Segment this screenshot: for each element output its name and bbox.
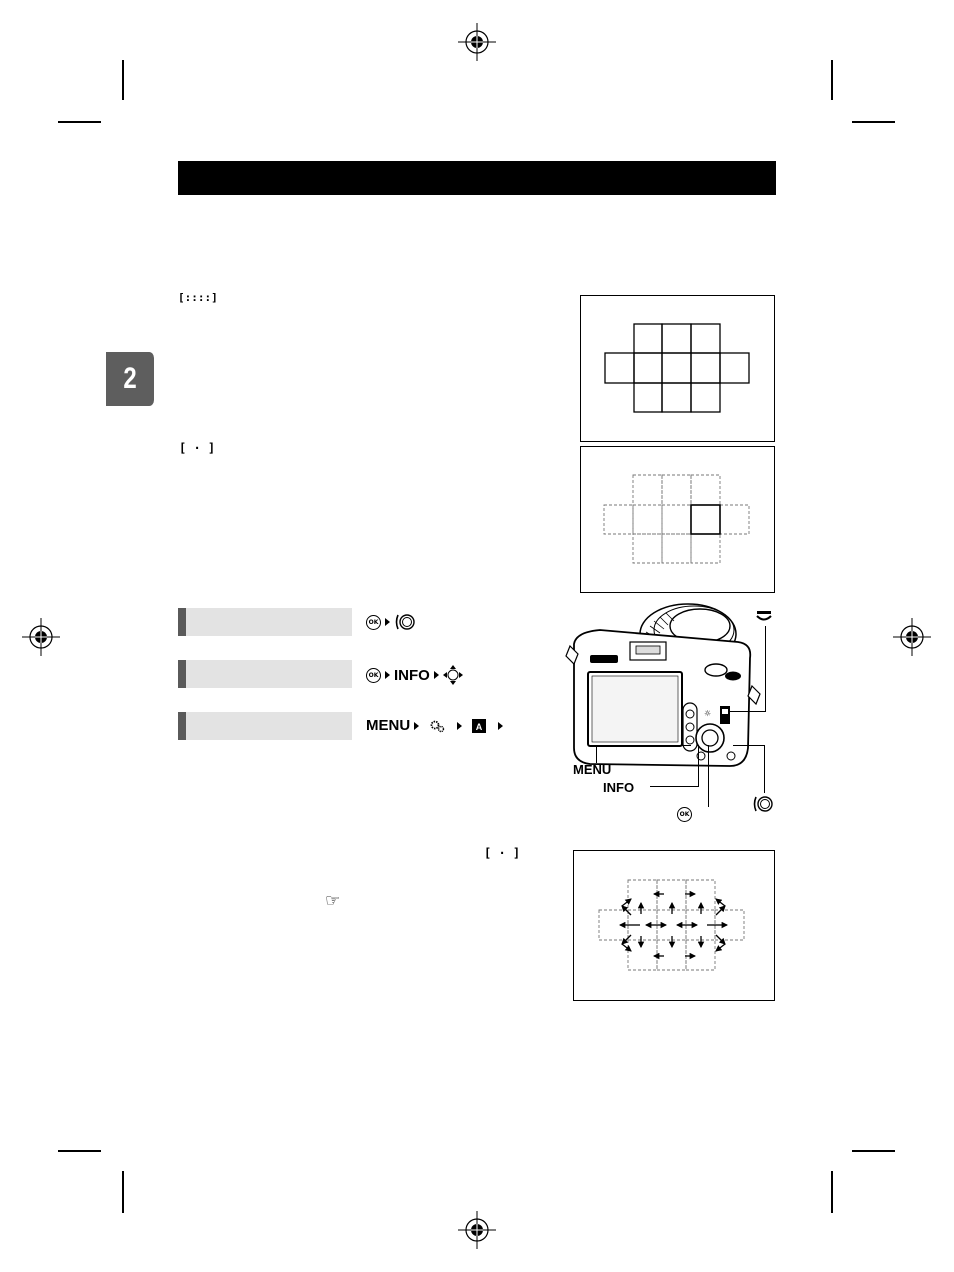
step-row-2: [178, 660, 352, 688]
all-target-mode-icon: [::::]: [178, 291, 218, 304]
crop-mark: [831, 1171, 833, 1213]
single-target-figure: [580, 446, 775, 593]
camera-label-info: INFO: [603, 780, 635, 795]
crop-mark: [831, 60, 833, 100]
af-menu-icon: [472, 719, 488, 733]
crop-mark: [852, 1150, 895, 1152]
sequence-3: [366, 717, 503, 734]
single-target-mode-icon: [ · ]: [179, 441, 216, 455]
leader-line: [765, 626, 766, 712]
svg-text:☼: ☼: [704, 709, 712, 718]
menu-button-label: MENU: [366, 717, 411, 734]
info-button-label: INFO: [394, 666, 430, 684]
arrow-right-icon: [385, 671, 390, 679]
registration-mark-icon: [22, 618, 60, 656]
sequence-1: [366, 613, 416, 631]
registration-mark-icon: [893, 618, 931, 656]
camera-label-ok-icon: OK: [677, 807, 692, 822]
custom-menu-gear-icon: [429, 719, 447, 733]
step-row-3: [178, 712, 352, 740]
single-target-mode-icon-footnote: [ · ]: [484, 846, 521, 860]
leader-line: [698, 745, 699, 787]
arrow-right-icon: [457, 722, 462, 730]
arrow-right-icon: [385, 618, 390, 626]
leader-line: [733, 745, 765, 746]
reference-icon: ☞: [325, 891, 341, 911]
crop-mark: [58, 1150, 101, 1152]
chapter-tab: [106, 352, 154, 406]
crop-mark: [122, 1171, 124, 1213]
arrow-right-icon: [434, 671, 439, 679]
leader-line: [650, 786, 698, 787]
selected-target: [691, 505, 720, 534]
lever-icon: [755, 610, 773, 624]
leader-line: [764, 745, 765, 793]
chapter-number: 2: [123, 362, 137, 395]
af-target-grid-single: [581, 447, 774, 592]
arrow-right-icon: [414, 722, 419, 730]
camera-illustration: [560, 598, 780, 776]
arrow-pad-icon: [443, 665, 463, 685]
registration-mark-icon: [458, 1211, 496, 1249]
crop-mark: [58, 121, 101, 123]
crop-mark: [852, 121, 895, 123]
ok-button-icon: OK: [366, 668, 381, 683]
leader-line: [596, 745, 691, 746]
step-row-1: [178, 608, 352, 636]
arrow-right-icon: [498, 722, 503, 730]
leader-line: [730, 711, 766, 712]
sequence-2: [366, 665, 463, 685]
af-target-movement-grid: [574, 851, 774, 1000]
ok-button-icon: OK: [366, 615, 381, 630]
camera-label-dial-icon: [752, 795, 774, 813]
camera-label-menu: MENU: [573, 762, 612, 777]
leader-line: [596, 745, 597, 763]
af-target-grid-all: [581, 296, 774, 441]
all-target-figure: [580, 295, 775, 442]
leader-line: [708, 745, 709, 807]
control-dial-icon: [394, 613, 416, 631]
crop-mark: [122, 60, 124, 100]
target-movement-figure: [573, 850, 775, 1001]
registration-mark-icon: [458, 23, 496, 61]
section-title-bar: [178, 161, 776, 195]
svg-text:A: A: [475, 721, 483, 732]
